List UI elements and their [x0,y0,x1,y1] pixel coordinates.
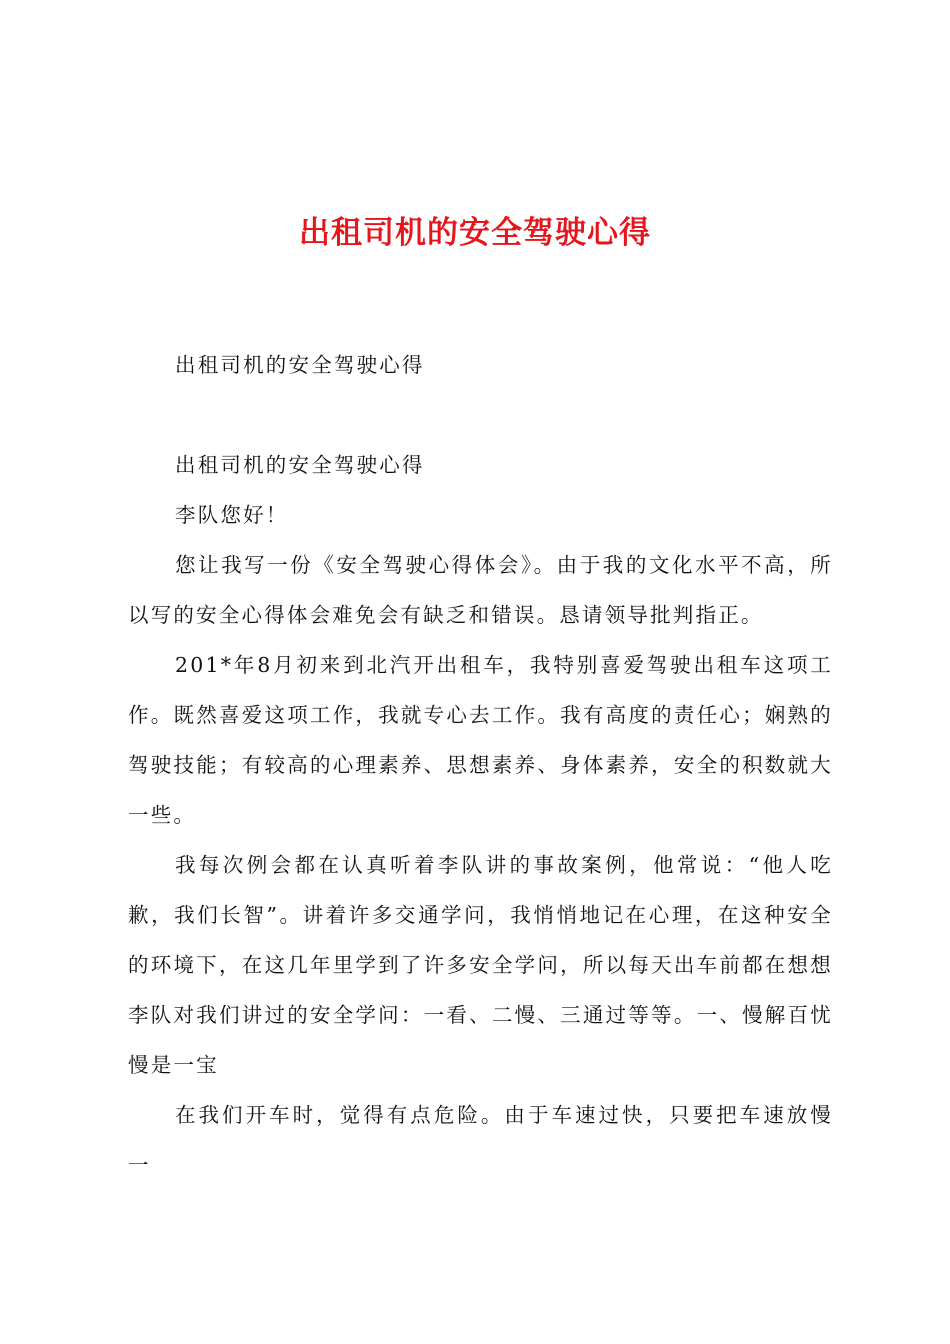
paragraph-intro: 您让我写一份《安全驾驶心得体会》。由于我的文化水平不高，所以写的安全心得体会难免会有缺乏和错误。恳请领导批判指正。 [128,553,833,627]
paragraph-background: 201*年8月初来到北汽开出租车，我特别喜爱驾驶出租车这项工作。既然喜爱这项工作，我就专心去工作。我有高度的责任心；娴熟的驾驶技能；有较高的心理素养、思想素养、身体素养，安全的积数就大一些。 [128,653,833,827]
paragraph-greeting: 李队您好！ [175,503,289,527]
paragraph-subheading: 出租司机的安全驾驶心得 [175,453,425,477]
document-title: 出租司机的安全驾驶心得 [299,215,651,251]
paragraph-meetings: 我每次例会都在认真听着李队讲的事故案例，他常说：“他人吃歉，我们长智”。讲着许多交通学问，我悄悄地记在心理，在这种安全的环境下，在这几年里学到了许多安全学问，所以每天出车前都在想想李队对我们讲过的安全学问：一看、二慢、三通过等等。一、慢解百忧慢是一宝 [128,853,833,1077]
document-body [128,340,833,1190]
paragraph-speed: 在我们开车时，觉得有点危险。由于车速过快，只要把车速放慢一 [128,1103,833,1177]
paragraph-heading: 出租司机的安全驾驶心得 [175,353,425,377]
